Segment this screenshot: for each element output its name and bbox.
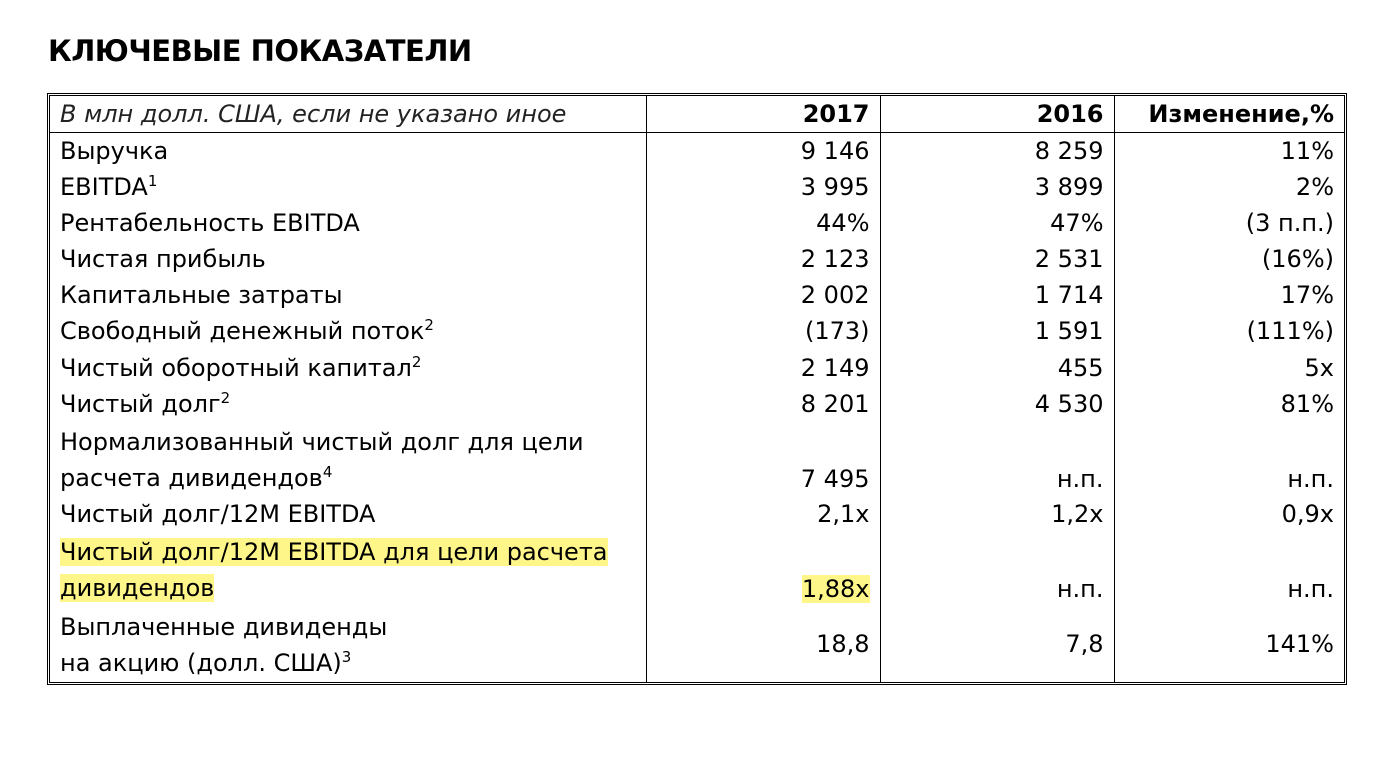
row-label: Капитальные затраты [60, 281, 343, 310]
value-2017: 2 002 [646, 278, 880, 314]
table-row [50, 205, 1344, 241]
row-label: EBITDA$^1$ [60, 171, 158, 201]
value-2016: 3 899 [880, 169, 1114, 205]
table-row-highlighted [50, 533, 1344, 607]
value-change: н.п. [1114, 422, 1344, 496]
value-2016: 1,2x [880, 497, 1114, 533]
value-2016: 2 531 [880, 242, 1114, 278]
value-2017: 18,8 [646, 607, 880, 682]
value-change: 17% [1114, 278, 1344, 314]
header-2016: 2016 [880, 96, 1114, 133]
row-label: Свободный денежный поток$^2$ [60, 316, 434, 346]
value-2016: 8 259 [880, 133, 1114, 170]
table-row [50, 314, 1344, 350]
value-2017 [646, 533, 880, 607]
value-change: 81% [1114, 386, 1344, 422]
value-2016: н.п. [880, 533, 1114, 607]
value-2017: 44% [646, 205, 880, 241]
footnote-ref: 1 [147, 171, 158, 190]
table-header-row [50, 96, 1344, 133]
table-row [50, 133, 1344, 170]
highlighted-value: 1,88x [801, 575, 870, 604]
table-row [50, 422, 1344, 496]
value-2016: н.п. [880, 422, 1114, 496]
footnote-ref: 2 [220, 388, 231, 407]
row-label: Чистый долг/12M EBITDA для цели расчета дивидендов [60, 538, 608, 603]
value-2016: 1 714 [880, 278, 1114, 314]
value-2016: 7,8 [880, 607, 1114, 682]
table-row [50, 278, 1344, 314]
table-row [50, 497, 1344, 533]
header-change: Изменение,% [1114, 96, 1344, 133]
value-2017: 7 495 [646, 422, 880, 496]
table-row [50, 607, 1344, 682]
value-2017: 3 995 [646, 169, 880, 205]
row-label: Выплаченные дивиденды на акцию (долл. США)$^3$ [60, 612, 388, 677]
footnote-ref: 4 [322, 462, 333, 481]
row-label: Чистый оборотный капитал$^2$ [60, 352, 422, 382]
table-row [50, 350, 1344, 386]
value-2017: 2,1x [646, 497, 880, 533]
value-2017: 9 146 [646, 133, 880, 170]
value-2016: 455 [880, 350, 1114, 386]
page-title: КЛЮЧЕВЫЕ ПОКАЗАТЕЛИ [48, 34, 472, 68]
value-change: 5x [1114, 350, 1344, 386]
row-label: Чистый долг/12M EBITDA [60, 500, 376, 529]
value-2017: 2 123 [646, 242, 880, 278]
table-row [50, 386, 1344, 422]
row-label: Чистый долг$^2$ [60, 388, 231, 418]
value-change: 141% [1114, 607, 1344, 682]
value-2017: 8 201 [646, 386, 880, 422]
value-2016: 4 530 [880, 386, 1114, 422]
value-2016: 1 591 [880, 314, 1114, 350]
value-change: (16%) [1114, 242, 1344, 278]
row-label: Рентабельность EBITDA [60, 208, 360, 237]
row-label: Нормализованный чистый долг для цели расчета дивидендов$^4$ [60, 427, 584, 492]
value-change: 2% [1114, 169, 1344, 205]
value-2016: 47% [880, 205, 1114, 241]
value-change: (3 п.п.) [1114, 205, 1344, 241]
key-indicators-table [47, 93, 1347, 685]
row-label: Выручка [60, 136, 169, 165]
row-label: Чистая прибыль [60, 245, 266, 274]
footnote-ref: 2 [424, 316, 434, 335]
value-change: 0,9x [1114, 497, 1344, 533]
footnote-ref: 3 [341, 647, 352, 666]
header-2017: 2017 [646, 96, 880, 133]
table-row [50, 242, 1344, 278]
value-change: (111%) [1114, 314, 1344, 350]
footnote-ref: 2 [411, 352, 422, 371]
units-note: В млн долл. США, если не указано иное [50, 96, 646, 133]
value-2017: 2 149 [646, 350, 880, 386]
table-row [50, 169, 1344, 205]
value-2017: (173) [646, 314, 880, 350]
value-change: 11% [1114, 133, 1344, 170]
value-change: н.п. [1114, 533, 1344, 607]
